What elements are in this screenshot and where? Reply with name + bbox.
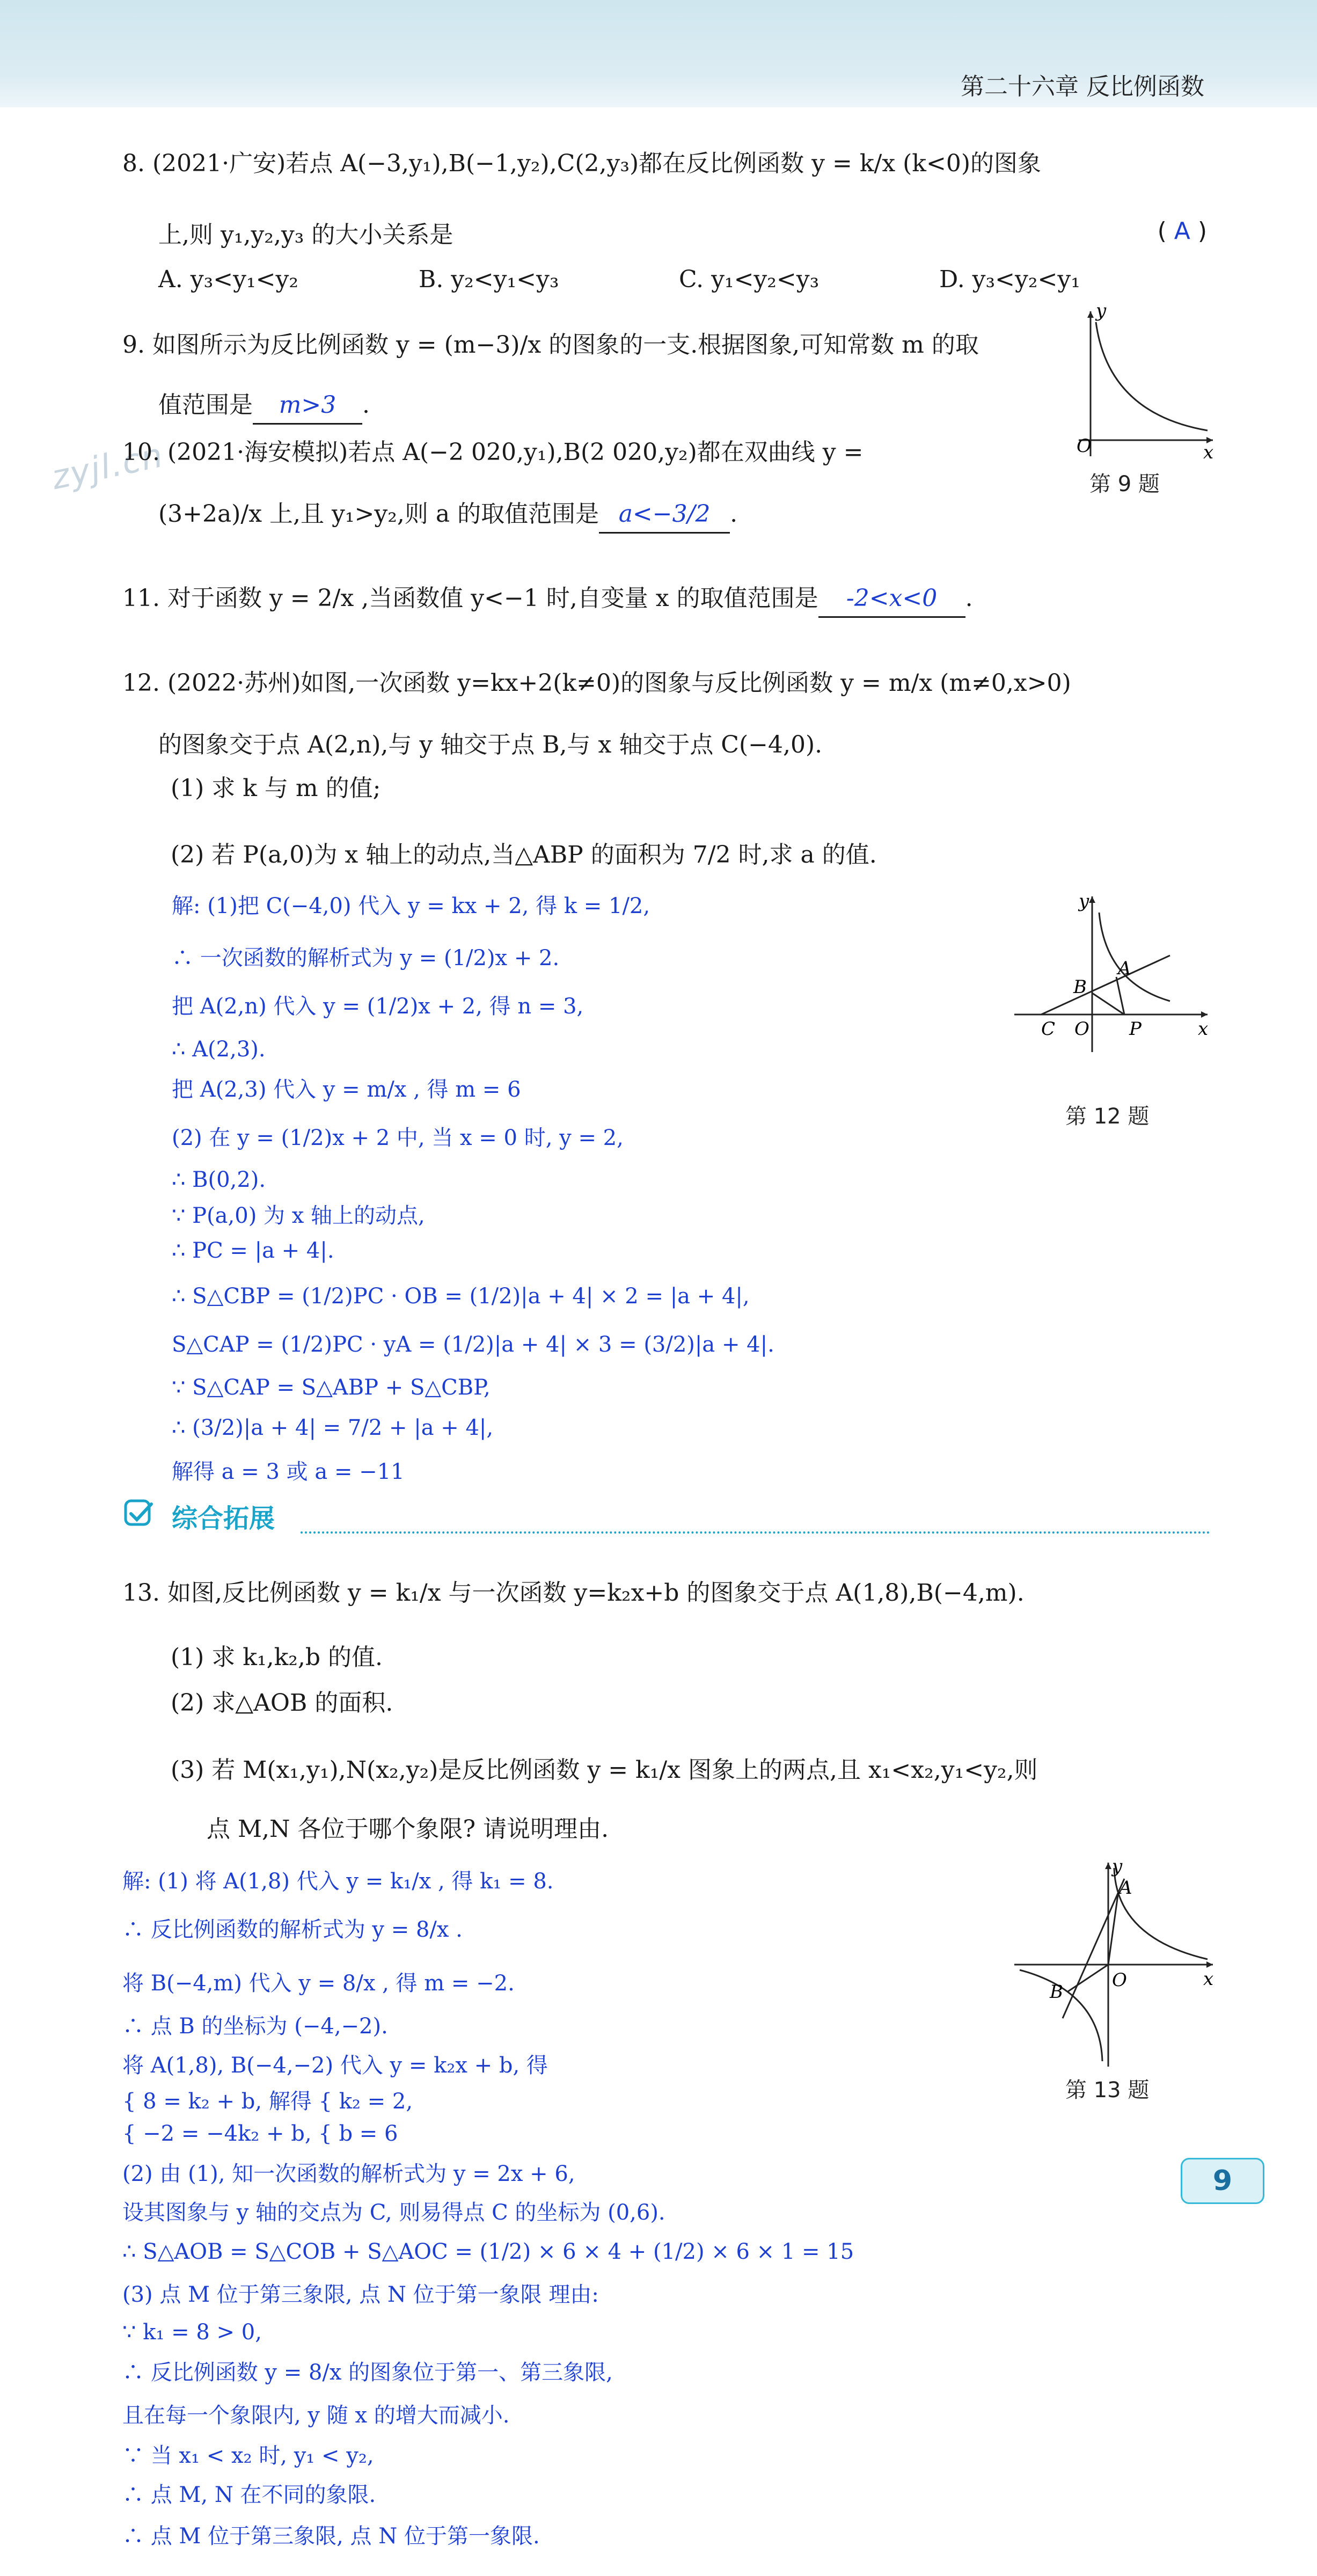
fig13-label-y: y xyxy=(1112,1857,1123,1877)
section-title: 综合拓展 xyxy=(172,1504,275,1534)
q10-line2: (3+2a)/x 上,且 y₁>y₂,则 a 的取值范围是 a<−3/2 . xyxy=(158,497,737,534)
q13-sol-line: 设其图象与 y 轴的交点为 C, 则易得点 C 的坐标为 (0,6). xyxy=(122,2200,665,2225)
q12-sol-line: ∴ PC = |a + 4|. xyxy=(172,1238,334,1263)
fig12-label-a: A xyxy=(1118,958,1131,979)
q13-part2: (2) 求△AOB 的面积. xyxy=(171,1689,393,1717)
fig9-label-y: y xyxy=(1096,306,1107,322)
figure-9 xyxy=(1057,306,1218,462)
q9-answer: m>3 xyxy=(253,388,362,425)
check-icon xyxy=(122,1498,155,1530)
watermark: zyjl.cn xyxy=(48,435,167,498)
q12-sol-line: 解得 a = 3 或 a = −11 xyxy=(172,1460,405,1484)
q8-option-d: D. y₃<y₂<y₁ xyxy=(939,266,1080,293)
fig12-hyperbola xyxy=(1099,913,1170,1001)
q8-line2: 上,则 y₁,y₂,y₃ 的大小关系是 xyxy=(158,221,453,249)
q12-part1: (1) 求 k 与 m 的值; xyxy=(171,775,381,802)
fig12-x-arrow xyxy=(1201,1011,1208,1018)
q13-sol-line: (2) 由 (1), 知一次函数的解析式为 y = 2x + 6, xyxy=(122,2162,575,2186)
q12-sol-line: ∴ S△CBP = (1/2)PC · OB = (1/2)|a + 4| × 2 = |a + 4|, xyxy=(172,1284,750,1309)
fig12-y-arrow xyxy=(1089,896,1095,903)
q8-answer: A xyxy=(1174,217,1190,245)
q12-sol-line: ∴ A(2,3). xyxy=(172,1037,266,1062)
q8-line1: 8. (2021·广安)若点 A(−3,y₁),B(−1,y₂),C(2,y₃)都在反比例函数 y = k/x (k<0)的图象 xyxy=(122,150,1041,177)
fig13-y-arrow xyxy=(1105,1863,1111,1869)
q10-answer: a<−3/2 xyxy=(599,497,730,534)
q8-option-a: A. y₃<y₁<y₂ xyxy=(158,266,298,293)
q9-line1: 9. 如图所示为反比例函数 y = (m−3)/x 的图象的一支.根据图象,可知常数 m 的取 xyxy=(122,331,979,359)
fig12-segment-bp xyxy=(1092,993,1124,1015)
q13-part3: (3) 若 M(x₁,y₁),N(x₂,y₂)是反比例函数 y = k₁/x 图象上的两点,且 x₁<x₂,y₁<y₂,则 xyxy=(171,1756,1038,1784)
q9-prefix: 值范围是 xyxy=(158,391,253,419)
fig12-line xyxy=(1041,955,1170,1015)
q12-sol-line: (2) 在 y = (1/2)x + 2 中, 当 x = 0 时, y = 2, xyxy=(172,1126,624,1150)
q13-sol-line: ∴ 反比例函数 y = 8/x 的图象位于第一、第三象限, xyxy=(122,2360,613,2385)
q12-sol-line: ∴ 一次函数的解析式为 y = (1/2)x + 2. xyxy=(172,946,560,970)
q13-sol-line: (3) 点 M 位于第三象限, 点 N 位于第一象限 理由: xyxy=(122,2282,599,2307)
q13-sol-line: ∵ k₁ = 8 > 0, xyxy=(122,2320,262,2345)
fig13-line xyxy=(1063,1879,1124,2018)
q13-sol-line: { 8 = k₂ + b, 解得 { k₂ = 2, xyxy=(122,2089,413,2114)
fig13-label-a: A xyxy=(1119,1877,1132,1899)
q12-sol-line: S△CAP = (1/2)PC · yA = (1/2)|a + 4| × 3 = (3/2)|a + 4|. xyxy=(172,1332,774,1357)
q13-sol-line: 将 A(1,8), B(−4,−2) 代入 y = k₂x + b, 得 xyxy=(122,2053,548,2078)
q12-sol-line: ∴ (3/2)|a + 4| = 7/2 + |a + 4|, xyxy=(172,1415,494,1440)
q8-answer-paren: ( A ) xyxy=(1157,217,1207,245)
fig12-caption: 第 12 题 xyxy=(1065,1104,1150,1129)
fig9-y-arrow xyxy=(1087,311,1094,318)
q12-line2: 的图象交于点 A(2,n),与 y 轴交于点 B,与 x 轴交于点 C(−4,0). xyxy=(158,731,823,758)
fig13-label-b: B xyxy=(1050,1981,1063,2003)
fig12-label-b: B xyxy=(1073,976,1087,998)
fig12-label-o: O xyxy=(1074,1018,1089,1040)
q13-sol-line: 解: (1) 将 A(1,8) 代入 y = k₁/x , 得 k₁ = 8. xyxy=(122,1869,554,1894)
q12-sol-line: ∵ P(a,0) 为 x 轴上的动点, xyxy=(172,1203,425,1228)
q13-part1: (1) 求 k₁,k₂,b 的值. xyxy=(171,1644,383,1671)
fig9-curve xyxy=(1096,322,1208,430)
q13-sol-line: ∴ 点 M 位于第三象限, 点 N 位于第一象限. xyxy=(122,2524,540,2549)
fig13-label-o: O xyxy=(1112,1969,1127,1991)
q10-line1: 10. (2021·海安模拟)若点 A(−2 020,y₁),B(2 020,y₂)都在双曲线 y = xyxy=(122,439,864,466)
fig9-caption: 第 9 题 xyxy=(1089,472,1160,497)
q12-sol-line: 把 A(2,n) 代入 y = (1/2)x + 2, 得 n = 3, xyxy=(172,994,584,1019)
fig9-label-o: O xyxy=(1077,435,1092,457)
section-divider xyxy=(301,1531,1210,1534)
fig13-segment-ob xyxy=(1068,1965,1108,1991)
fig13-label-x: x xyxy=(1203,1968,1214,1990)
fig12-segment-ap xyxy=(1116,977,1124,1015)
fig12-label-p: P xyxy=(1129,1018,1142,1040)
fig12-label-y: y xyxy=(1079,891,1089,912)
q13-sol-line: ∴ 点 B 的坐标为 (−4,−2). xyxy=(122,2014,388,2039)
q12-sol-line: 解: (1)把 C(−4,0) 代入 y = kx + 2, 得 k = 1/2, xyxy=(172,894,650,918)
q8-option-b: B. y₂<y₁<y₃ xyxy=(419,266,559,293)
fig12-label-x: x xyxy=(1198,1018,1209,1040)
q11-line: 11. 对于函数 y = 2/x ,当函数值 y<−1 时,自变量 x 的取值范围是 -2<x<0 . xyxy=(122,581,973,618)
page-number-badge: 9 xyxy=(1181,2158,1264,2204)
q10-prefix: (3+2a)/x 上,且 y₁>y₂,则 a 的取值范围是 xyxy=(158,500,599,528)
fig12-label-c: C xyxy=(1041,1018,1056,1040)
figure-13 xyxy=(1009,1857,1218,2072)
fig13-x-arrow xyxy=(1206,1961,1213,1968)
q12-line1: 12. (2022·苏州)如图,一次函数 y=kx+2(k≠0)的图象与反比例函数 y = m/x (m≠0,x>0) xyxy=(122,669,1071,697)
q13-sol-line: 且在每一个象限内, y 随 x 的增大而减小. xyxy=(122,2403,510,2428)
q13-sol-line: 将 B(−4,m) 代入 y = 8/x , 得 m = −2. xyxy=(122,1971,515,1996)
q9-line2: 值范围是 m>3 . xyxy=(158,388,370,425)
q13-sol-line: ∴ 点 M, N 在不同的象限. xyxy=(122,2483,376,2507)
figure-12 xyxy=(1009,891,1213,1057)
q13-line1: 13. 如图,反比例函数 y = k₁/x 与一次函数 y=k₂x+b 的图象交于点 A(1,8),B(−4,m). xyxy=(122,1579,1025,1607)
q13-sol-line: ∵ 当 x₁ < x₂ 时, y₁ < y₂, xyxy=(122,2443,374,2468)
q12-part2: (2) 若 P(a,0)为 x 轴上的动点,当△ABP 的面积为 7/2 时,求 a 的值. xyxy=(171,841,877,869)
q13-sol-line: ∴ S△AOB = S△COB + S△AOC = (1/2) × 6 × 4 + (1/2) × 6 × 1 = 15 xyxy=(122,2239,854,2264)
fig9-label-x: x xyxy=(1203,442,1214,462)
q12-sol-line: ∵ S△CAP = S△ABP + S△CBP, xyxy=(172,1375,491,1400)
q12-sol-line: ∴ B(0,2). xyxy=(172,1167,266,1192)
q13-sol-line: { −2 = −4k₂ + b, { b = 6 xyxy=(122,2121,398,2146)
q12-sol-line: 把 A(2,3) 代入 y = m/x , 得 m = 6 xyxy=(172,1077,521,1102)
q8-option-c: C. y₁<y₂<y₃ xyxy=(679,266,820,293)
q13-sol-line: ∴ 反比例函数的解析式为 y = 8/x . xyxy=(122,1917,463,1942)
q11-answer: -2<x<0 xyxy=(818,581,965,618)
q11-prefix: 11. 对于函数 y = 2/x ,当函数值 y<−1 时,自变量 x 的取值范围是 xyxy=(122,585,818,612)
fig13-caption: 第 13 题 xyxy=(1065,2078,1150,2103)
q13-part3b: 点 M,N 各位于哪个象限? 请说明理由. xyxy=(207,1815,609,1843)
chapter-header: 第二十六章 反比例函数 xyxy=(961,73,1204,100)
